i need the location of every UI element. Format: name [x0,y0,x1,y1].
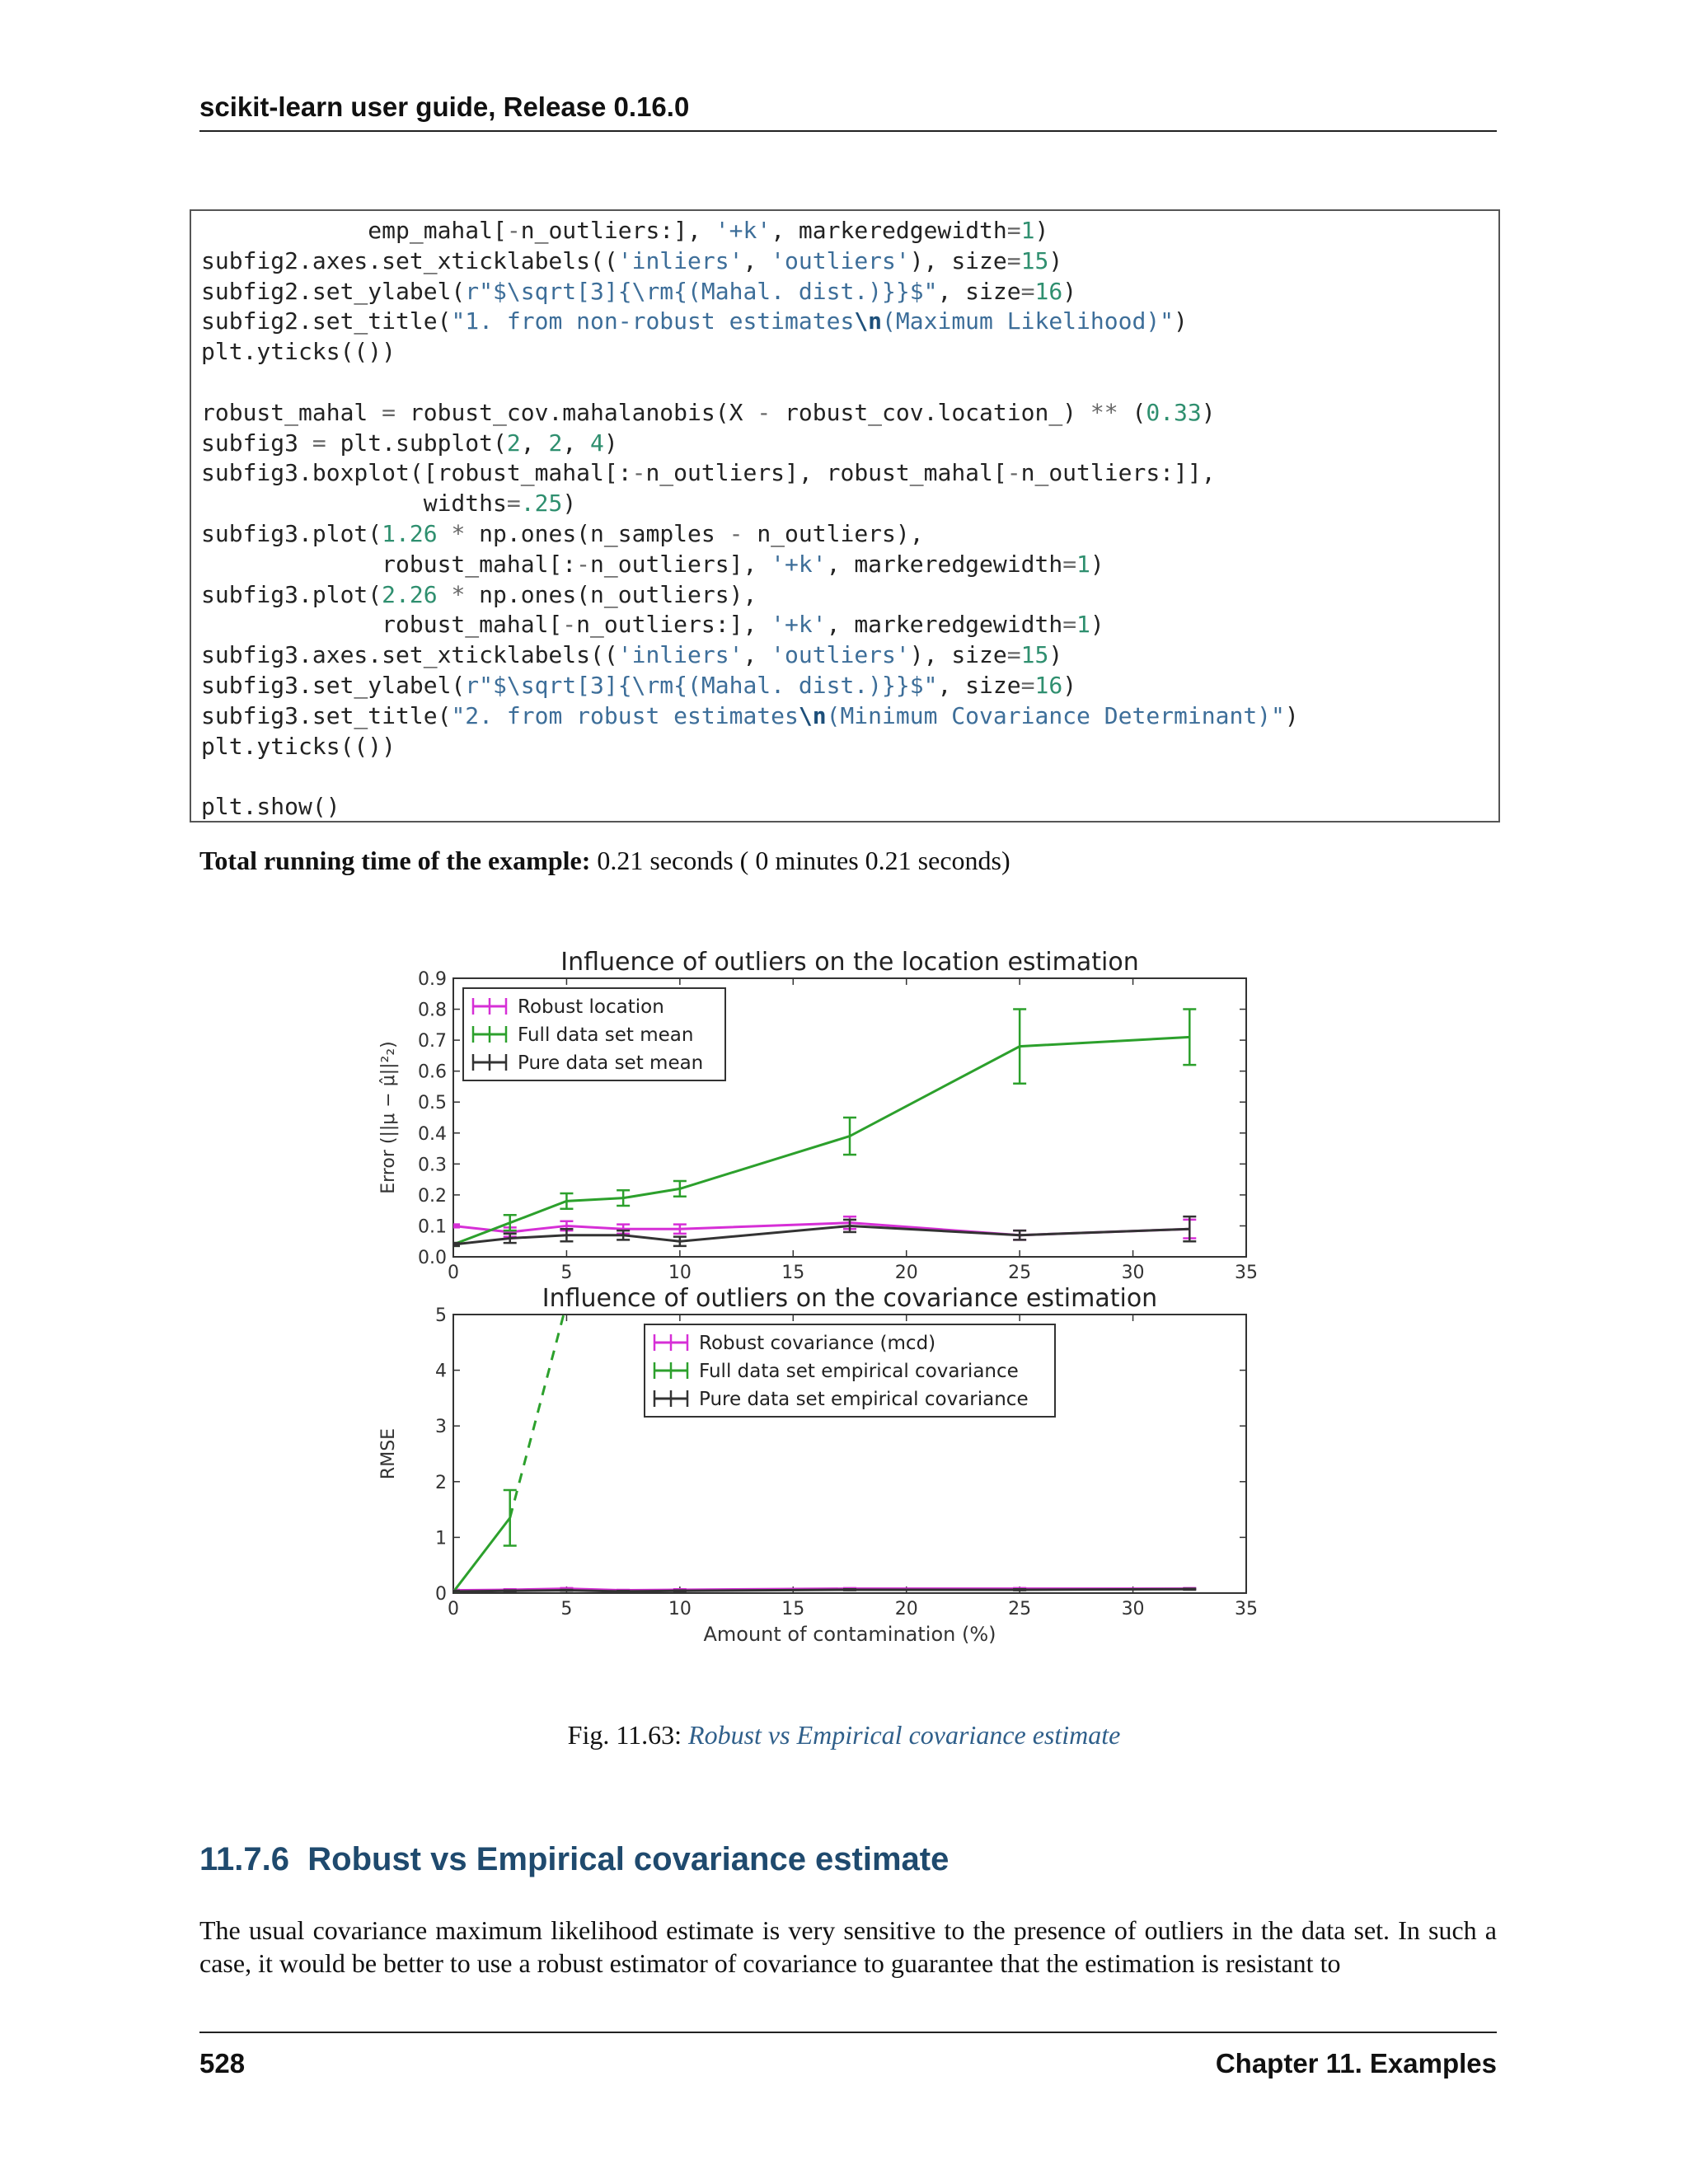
x-tick-label: 10 [668,1263,692,1283]
code-line: plt.yticks(()) [201,732,396,760]
y-tick-label: 2 [435,1472,447,1493]
code-line: subfig2.set_ylabel(r"$\sqrt[3]{\rm{(Mahal. dist.)}}$", size=16) [201,277,1077,305]
caption-link[interactable]: Robust vs Empirical covariance estimate [688,1720,1121,1750]
x-tick-label: 5 [560,1599,573,1619]
running-time-label: Total running time of the example: [199,846,591,875]
figure-chart [363,944,1294,1669]
section-body: The usual covariance maximum likelihood estimate is very sensitive to the presence of outliers in the data set. In such a case, it would be better to use a robust estimator of covariance to guarantee that the estimation is resistant to [199,1915,1497,1978]
code-line: subfig3 = plt.subplot(2, 2, 4) [201,429,618,457]
legend-label: Pure data set mean [518,1052,704,1074]
y-axis-label: RMSE [378,1427,399,1480]
code-line: plt.show() [201,793,340,821]
x-tick-label: 30 [1121,1263,1145,1283]
y-tick-label: 4 [435,1361,447,1382]
figure-caption [0,1718,1688,1751]
code-line: robust_mahal[:-n_outliers], '+k', markeredgewidth=1) [201,550,1104,578]
code-listing [191,211,1498,823]
section-title: Robust vs Empirical covariance estimate [307,1841,950,1877]
figure [363,944,1294,1669]
x-tick-label: 5 [560,1263,573,1283]
y-tick-label: 0.6 [418,1062,447,1083]
code-line: subfig3.axes.set_xticklabels(('inliers', 'outliers'), size=15) [201,641,1063,669]
code-block [190,209,1500,823]
y-tick-label: 0.0 [418,1248,447,1268]
code-line: emp_mahal[-n_outliers:], '+k', markeredgewidth=1) [201,217,1049,244]
legend-label: Pure data set empirical covariance [699,1389,1029,1410]
x-tick-label: 35 [1235,1263,1258,1283]
x-axis-label: Amount of contamination (%) [703,1623,996,1646]
code-line: subfig3.set_ylabel(r"$\sqrt[3]{\rm{(Mahal. dist.)}}$", size=16) [201,671,1077,699]
y-tick-label: 0.9 [418,969,447,990]
code-line: robust_mahal = robust_cov.mahalanobis(X - robust_cov.location_) ** (0.33) [201,398,1216,426]
legend-label: Robust covariance (mcd) [699,1333,936,1354]
code-line: subfig2.set_title("1. from non-robust estimates\n(Maximum Likelihood)") [201,307,1188,335]
legend-label: Robust location [518,996,664,1018]
x-tick-label: 0 [448,1263,459,1283]
y-axis-label: Error (||μ − μ̂||²₂) [378,1041,399,1194]
y-tick-label: 0.2 [418,1185,447,1207]
code-line: subfig3.plot(2.26 * np.ones(n_outliers), [201,580,757,608]
code-line: widths=.25) [201,490,577,518]
x-tick-label: 25 [1008,1599,1032,1619]
page-footer [199,2032,1497,2079]
x-tick-label: 20 [894,1263,918,1283]
running-time-value: 0.21 seconds ( 0 minutes 0.21 seconds) [590,846,1010,875]
y-tick-label: 3 [435,1417,447,1438]
y-tick-label: 0.4 [418,1123,447,1145]
chart-title: Influence of outliers on the location estimation [560,948,1139,977]
x-tick-label: 10 [668,1599,692,1619]
x-tick-label: 20 [894,1599,918,1619]
section-number: 11.7.6 [199,1841,290,1877]
legend-label: Full data set empirical covariance [699,1361,1019,1382]
y-tick-label: 0.8 [418,1000,447,1021]
y-tick-label: 1 [435,1528,447,1549]
y-tick-label: 0.3 [418,1155,447,1176]
code-line: subfig3.set_title("2. from robust estimates\n(Minimum Covariance Determinant)") [201,701,1299,729]
legend-label: Full data set mean [518,1024,694,1046]
code-line: subfig3.plot(1.26 * np.ones(n_samples - n_outliers), [201,519,924,547]
section-heading [199,1840,1497,1879]
chapter-title: Chapter 11. Examples [1215,2048,1497,2079]
header-title: scikit-learn user guide, Release 0.16.0 [199,91,690,122]
y-tick-label: 5 [435,1305,447,1326]
x-tick-label: 15 [781,1599,805,1619]
caption-prefix: Fig. 11.63: [567,1720,689,1750]
y-tick-label: 0.7 [418,1031,447,1052]
x-tick-label: 0 [448,1599,459,1619]
running-time [199,844,1497,877]
y-tick-label: 0 [435,1584,447,1605]
x-tick-label: 25 [1008,1263,1032,1283]
page-number: 528 [199,2048,246,2079]
y-tick-label: 0.5 [418,1093,447,1114]
x-tick-label: 15 [781,1263,805,1283]
x-tick-label: 30 [1121,1599,1145,1619]
code-line: robust_mahal[-n_outliers:], '+k', markeredgewidth=1) [201,611,1104,639]
series-line [453,1518,510,1592]
x-tick-label: 35 [1235,1599,1258,1619]
chart-title: Influence of outliers on the covariance estimation [542,1284,1158,1313]
code-line: subfig2.axes.set_xticklabels(('inliers', 'outliers'), size=15) [201,246,1063,274]
y-tick-label: 0.1 [418,1216,447,1238]
code-line: subfig3.boxplot([robust_mahal[:-n_outliers], robust_mahal[-n_outliers:]], [201,459,1216,487]
series-line-dashed [510,1303,567,1517]
page-header [199,91,1497,132]
code-line: plt.yticks(()) [201,338,396,366]
